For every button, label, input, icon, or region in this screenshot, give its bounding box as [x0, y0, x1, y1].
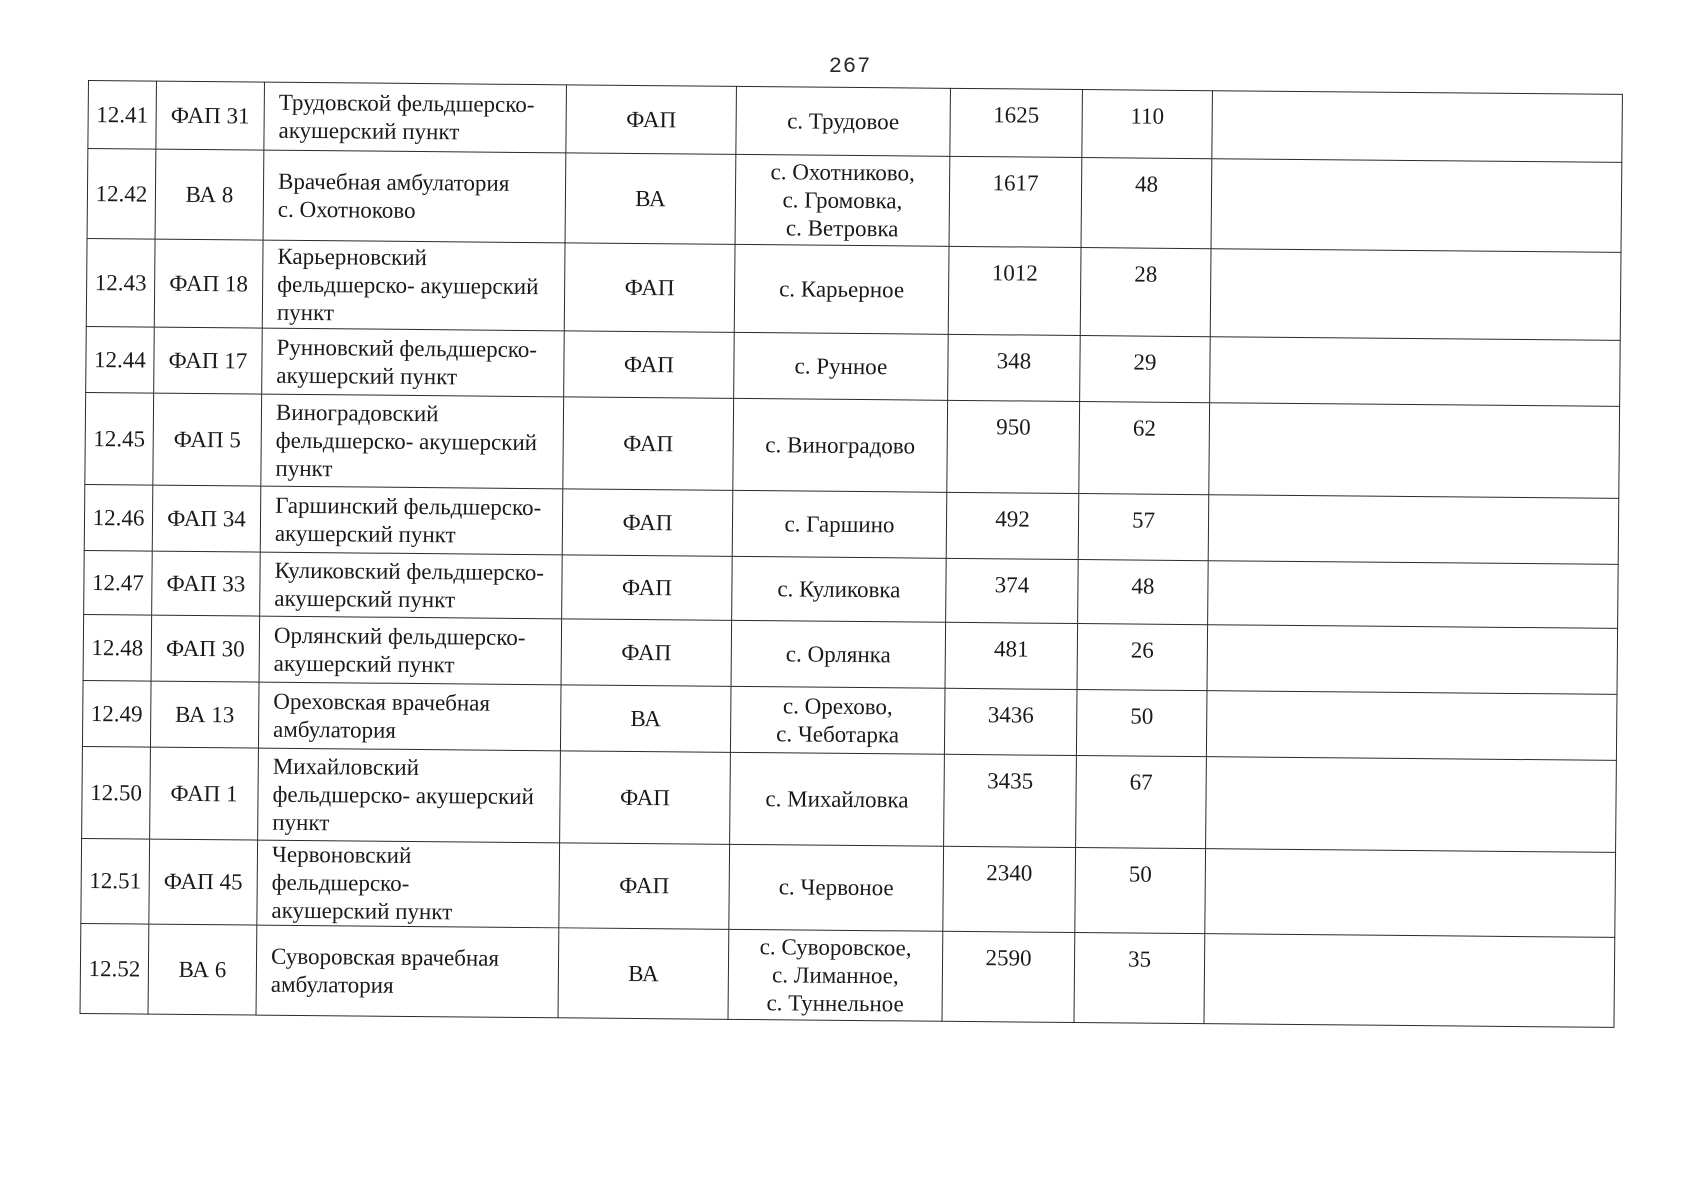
row-number-cell: 12.47	[84, 550, 153, 615]
settlement-line: с. Ветровка	[785, 214, 899, 241]
settlement-line: с. Орехово,	[782, 692, 893, 719]
facility-name-line: амбулатория	[270, 971, 394, 998]
population-cell: 374	[946, 558, 1079, 623]
facility-code-cell: ФАП 33	[152, 551, 261, 616]
count-cell: 57	[1078, 494, 1209, 561]
population-cell: 950	[947, 400, 1080, 493]
settlements-cell	[734, 244, 949, 334]
facility-name-cell	[258, 682, 561, 751]
facility-table	[80, 80, 1623, 1028]
note-cell	[1210, 337, 1621, 407]
population-cell: 1012	[948, 246, 1081, 335]
facility-name-line: Рунновский фельдшерско-	[276, 334, 538, 362]
facility-code-cell: ВА 8	[155, 149, 264, 240]
row-number-cell: 12.43	[86, 238, 155, 327]
count-cell: 29	[1080, 336, 1211, 403]
population-cell: 348	[948, 334, 1081, 401]
facility-type-cell: ФАП	[564, 331, 735, 399]
note-cell	[1212, 91, 1623, 163]
population-cell: 2590	[942, 931, 1075, 1022]
facility-name-cell	[264, 82, 567, 153]
count-cell: 28	[1080, 248, 1211, 337]
row-number-cell: 12.48	[83, 614, 152, 681]
facility-code-cell: ФАП 31	[156, 81, 265, 150]
facility-code-cell: ФАП 17	[154, 327, 263, 394]
settlements-cell	[728, 929, 943, 1021]
settlement-line: с. Червоное	[778, 874, 894, 901]
facility-name-line: Суворовская врачебная	[270, 943, 500, 971]
settlement-line: с. Охотниково,	[770, 158, 915, 186]
facility-code-cell: ФАП 45	[149, 839, 258, 925]
settlement-line: с. Чеботарка	[776, 720, 900, 747]
facility-table-wrapper	[80, 80, 1622, 1028]
count-cell: 50	[1075, 847, 1206, 933]
settlements-cell	[734, 332, 949, 400]
facility-name-cell	[260, 486, 563, 555]
population-cell: 492	[946, 492, 1079, 559]
count-cell: 67	[1076, 755, 1207, 848]
facility-code-cell: ФАП 30	[151, 615, 260, 682]
population-cell: 481	[945, 622, 1078, 689]
facility-type-cell: ФАП	[563, 397, 734, 491]
settlement-line: с. Суворовское,	[759, 933, 912, 961]
settlements-cell	[730, 752, 945, 846]
row-number-cell: 12.42	[87, 149, 156, 240]
note-cell	[1210, 249, 1621, 341]
note-cell	[1204, 934, 1615, 1028]
settlement-line: с. Лиманное,	[772, 961, 899, 988]
facility-type-cell: ФАП	[562, 555, 733, 621]
facility-name-cell	[260, 552, 563, 619]
settlement-line: с. Громовка,	[782, 186, 903, 213]
table-row	[81, 838, 1616, 937]
facility-name-line: пункт	[276, 299, 335, 325]
population-cell: 3436	[944, 688, 1077, 755]
facility-code-cell: ВА 6	[148, 924, 257, 1015]
facility-name-cell	[256, 925, 559, 1018]
table-row	[85, 392, 1620, 498]
count-cell: 35	[1074, 932, 1205, 1023]
facility-name-line: Орлянский фельдшерско-	[273, 622, 526, 650]
count-cell: 110	[1082, 90, 1213, 159]
row-number-cell: 12.49	[82, 680, 151, 747]
facility-name-cell	[261, 394, 564, 489]
page-number: 267	[828, 54, 872, 79]
facility-name-line: амбулатория	[273, 716, 397, 743]
settlement-line: с. Трудовое	[787, 107, 900, 134]
note-cell	[1205, 849, 1616, 938]
count-cell: 62	[1079, 402, 1210, 495]
facility-name-line: фельдшерско- акушерский	[277, 271, 539, 299]
settlements-cell	[735, 154, 950, 246]
row-number-cell: 12.51	[81, 838, 150, 924]
facility-name-line: Виноградовский	[275, 399, 439, 426]
population-cell: 1617	[949, 156, 1082, 247]
settlements-cell	[732, 556, 947, 622]
count-cell: 50	[1076, 690, 1207, 757]
count-cell: 26	[1077, 624, 1208, 691]
facility-name-line: Ореховская врачебная	[273, 688, 491, 716]
facility-name-line: акушерский пункт	[278, 117, 460, 144]
facility-name-line: Гаршинский фельдшерско-	[275, 492, 542, 520]
facility-name-line: фельдшерско- акушерский	[272, 781, 534, 809]
facility-name-line: акушерский пункт	[271, 897, 453, 925]
facility-type-cell: ФАП	[564, 243, 735, 333]
table-row	[86, 238, 1621, 340]
table-body	[80, 81, 1622, 1028]
facility-code-cell: ФАП 18	[154, 239, 263, 328]
facility-name-line: акушерский пункт	[274, 585, 456, 612]
settlement-line: с. Гаршино	[784, 510, 895, 537]
settlement-line: с. Орлянка	[785, 640, 891, 667]
note-cell	[1208, 495, 1619, 565]
row-number-cell: 12.50	[82, 746, 151, 839]
facility-name-line: Врачебная амбулатория	[277, 168, 510, 196]
table-row	[87, 149, 1622, 253]
facility-name-line: пункт	[275, 455, 333, 481]
facility-name-cell	[258, 748, 561, 843]
facility-code-cell: ФАП 1	[150, 747, 259, 840]
facility-name-cell	[259, 616, 562, 685]
settlements-cell	[736, 86, 951, 156]
row-number-cell: 12.41	[88, 81, 157, 150]
count-cell: 48	[1078, 560, 1209, 625]
settlements-cell	[732, 490, 947, 558]
note-cell	[1208, 561, 1619, 629]
settlements-cell	[731, 620, 946, 688]
facility-type-cell: ФАП	[561, 619, 732, 687]
note-cell	[1209, 403, 1620, 499]
note-cell	[1207, 625, 1618, 695]
facility-type-cell: ВА	[558, 928, 729, 1020]
facility-name-line: Куликовский фельдшерско-	[274, 557, 545, 585]
facility-type-cell: ВА	[560, 685, 731, 753]
facility-type-cell: ВА	[565, 153, 736, 245]
settlement-line: с. Михайловка	[765, 785, 909, 812]
population-cell: 1625	[950, 88, 1083, 157]
settlement-line: с. Карьерное	[779, 275, 905, 302]
facility-name-line: Михайловский	[272, 753, 420, 780]
population-cell: 3435	[944, 754, 1077, 847]
facility-code-cell: ФАП 34	[152, 485, 261, 552]
facility-type-cell: ФАП	[560, 751, 731, 845]
facility-type-cell: ФАП	[562, 489, 733, 557]
facility-code-cell: ФАП 5	[153, 393, 262, 486]
settlements-cell	[730, 686, 945, 754]
settlements-cell	[729, 844, 944, 931]
row-number-cell: 12.52	[80, 923, 149, 1014]
row-number-cell: 12.45	[85, 392, 154, 485]
facility-name-cell	[262, 240, 565, 331]
count-cell: 48	[1081, 158, 1212, 249]
settlement-line: с. Виноградово	[765, 431, 916, 459]
population-cell: 2340	[943, 846, 1076, 932]
row-number-cell: 12.46	[84, 484, 153, 551]
facility-name-line: фельдшерско- акушерский	[275, 427, 538, 455]
facility-name-line: Карьерновский	[277, 243, 428, 270]
facility-name-line: акушерский пункт	[273, 650, 455, 677]
facility-name-line: с. Охотноково	[277, 196, 416, 223]
settlement-line: с. Туннельное	[766, 989, 904, 1016]
facility-name-line: акушерский пункт	[276, 362, 458, 389]
facility-type-cell: ФАП	[559, 843, 730, 930]
facility-type-cell: ФАП	[566, 85, 737, 155]
note-cell	[1211, 159, 1622, 253]
facility-name-cell	[262, 328, 565, 397]
settlement-line: с. Куликовка	[777, 575, 901, 602]
table-row	[82, 746, 1617, 852]
settlement-line: с. Рунное	[794, 352, 888, 379]
note-cell	[1206, 757, 1617, 853]
facility-code-cell: ВА 13	[150, 681, 259, 748]
facility-name-line: Трудовской фельдшерско-	[278, 89, 535, 117]
table-row	[80, 923, 1615, 1027]
facility-name-line: акушерский пункт	[274, 520, 456, 547]
settlements-cell	[733, 398, 948, 492]
facility-name-line: пункт	[272, 809, 330, 835]
facility-name-line: Червоновский фельдшерско-	[271, 841, 412, 896]
facility-name-cell	[257, 840, 560, 928]
facility-name-cell	[263, 150, 566, 243]
row-number-cell: 12.44	[86, 326, 155, 393]
note-cell	[1206, 691, 1617, 761]
